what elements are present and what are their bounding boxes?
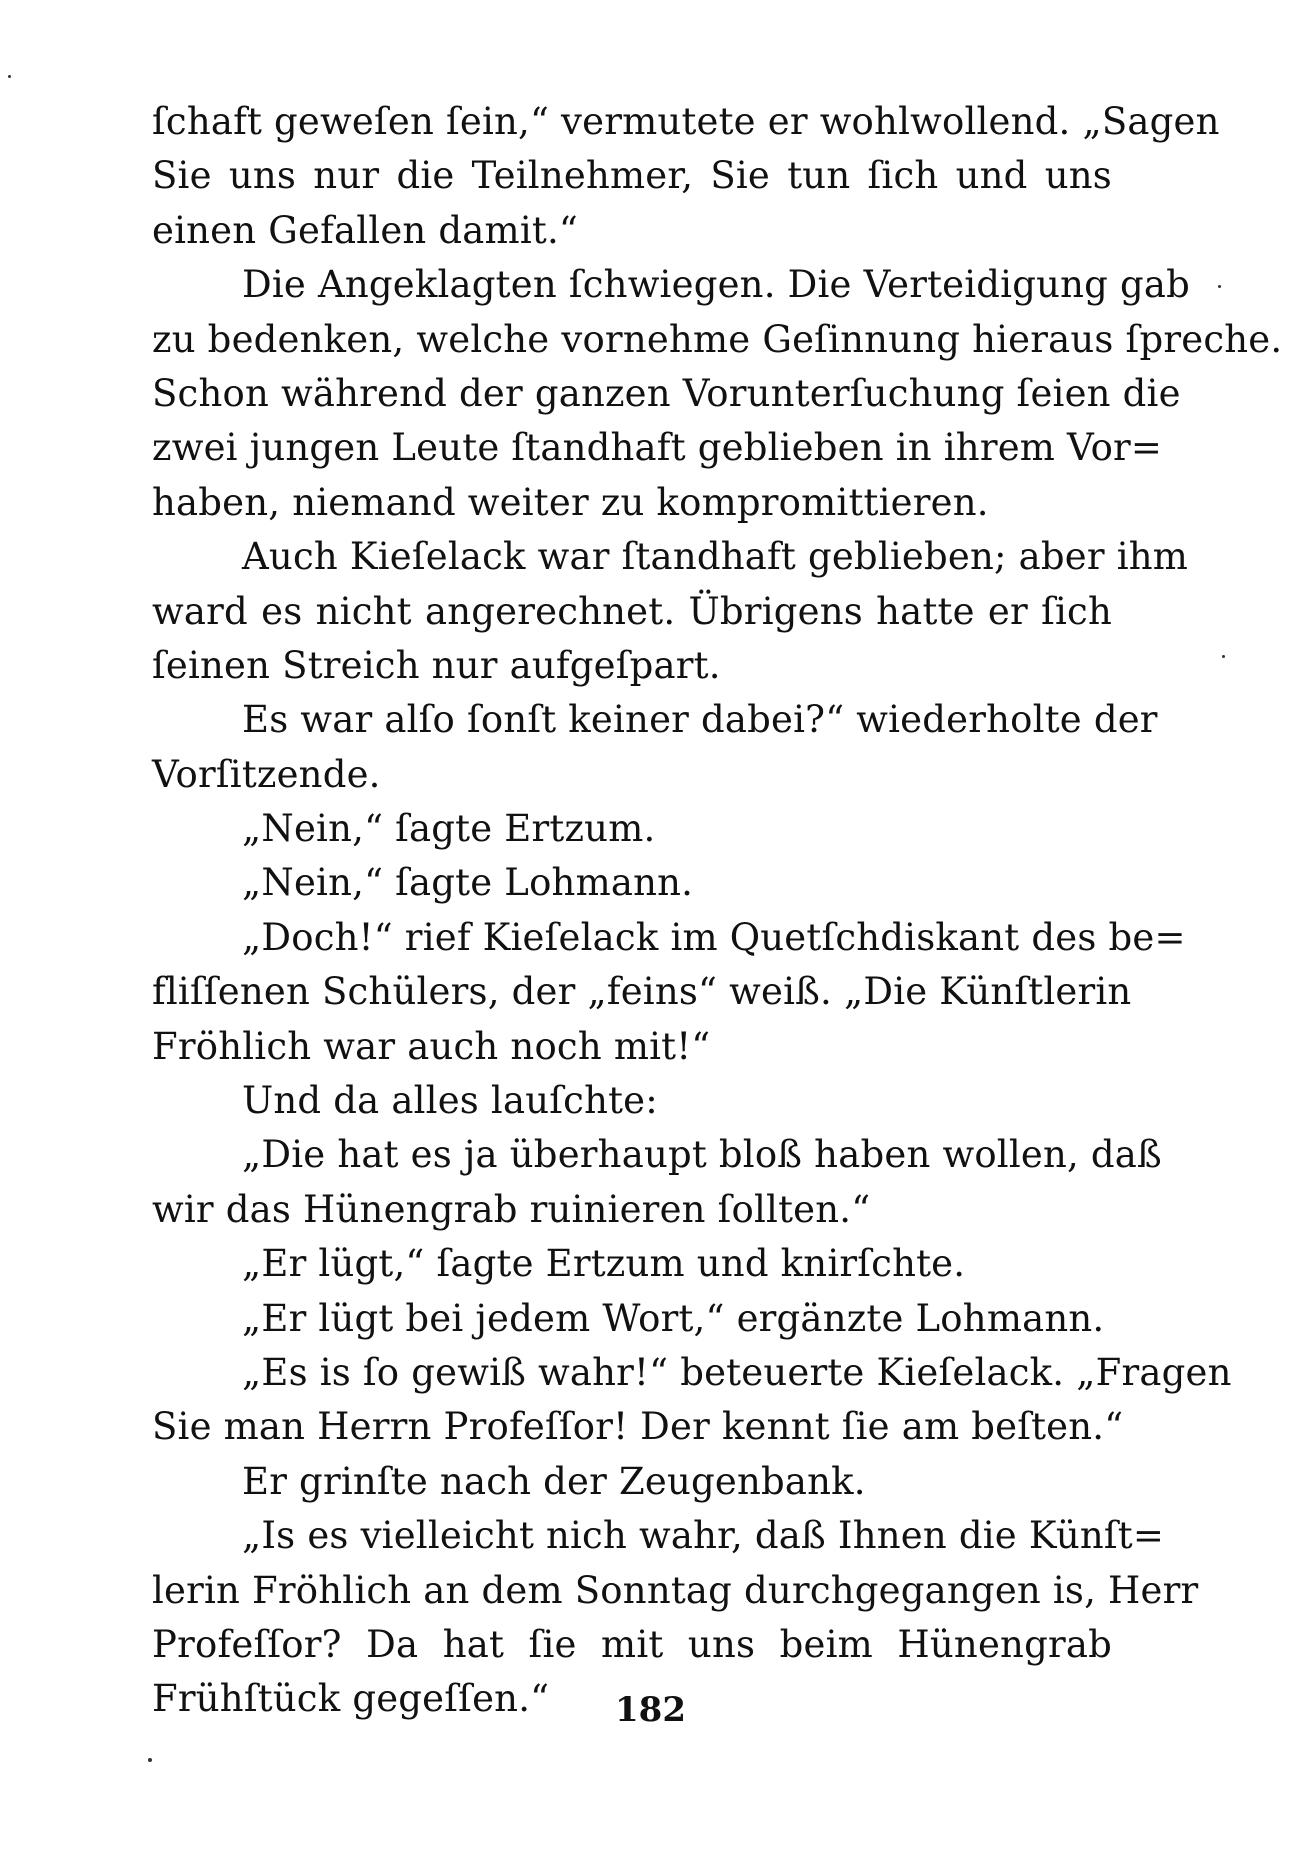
text-line: [152, 965, 1132, 1019]
text-line-content: Fröhlich war auch noch mit!“: [152, 1024, 711, 1068]
text-line: [152, 1183, 1112, 1237]
text-line: [152, 1346, 1232, 1400]
text-line: [152, 1237, 1112, 1291]
scan-speck: [8, 75, 11, 78]
body-text: [152, 95, 1283, 1727]
text-line: [152, 1292, 1112, 1346]
text-line: [152, 313, 1283, 367]
text-line: [152, 693, 1158, 747]
text-line-content: Profeſſor? Da hat ſie mit uns beim Hünengrab: [152, 1622, 1112, 1666]
page-number: 182: [615, 1690, 686, 1730]
text-line-content: Schon während der ganzen Vorunterſuchung ſeien die: [152, 371, 1181, 415]
text-line-content: Frühſtück gegeſſen.“: [152, 1677, 550, 1721]
text-line: [152, 149, 1112, 203]
text-line: [152, 204, 1112, 258]
text-line-content: ſeinen Streich nur aufgeſpart.: [152, 643, 721, 687]
text-line-content: Auch Kieſelack war ſtandhaft geblieben; aber ihm: [242, 535, 1189, 579]
text-line-content: Die Angeklagten ſchwiegen. Die Verteidigung gab: [242, 263, 1191, 307]
text-line: [152, 1400, 1124, 1454]
text-line: [152, 639, 1112, 693]
text-line-content: zu bedenken, welche vornehme Geſinnung hieraus ſpreche.: [152, 317, 1283, 361]
text-line-content: ward es nicht angerechnet. Übrigens hatte er ſich: [152, 589, 1112, 633]
text-line-content: Es war alſo ſonſt keiner dabei?“ wiederholte der: [242, 698, 1158, 742]
text-line-content: Sie man Herrn Profeſſor! Der kennt ſie am beſten.“: [152, 1405, 1124, 1449]
text-line: [152, 1618, 1112, 1672]
text-line: [152, 258, 1191, 312]
text-line-content: „Es is ſo gewiß wahr!“ beteuerte Kieſelack. „Fragen: [242, 1350, 1232, 1394]
text-line: [152, 95, 1220, 149]
text-line: [152, 1074, 1112, 1128]
text-line-content: Und da alles lauſchte:: [242, 1079, 658, 1123]
text-line-content: fliſſenen Schülers, der „feins“ weiß. „Die Künſtlerin: [152, 970, 1132, 1014]
text-line-content: „Nein,“ ſagte Lohmann.: [242, 861, 694, 905]
text-line-content: Vorſitzende.: [152, 752, 381, 796]
text-line-content: „Nein,“ ſagte Ertzum.: [242, 807, 656, 851]
text-line: [152, 856, 1112, 910]
text-line-content: „Is es vielleicht nich wahr, daß Ihnen die Künſt=: [242, 1514, 1165, 1558]
text-line-content: haben, niemand weiter zu kompromittieren.: [152, 480, 989, 524]
text-line-content: Er grinſte nach der Zeugenbank.: [242, 1459, 866, 1503]
text-line-content: „Er lügt bei jedem Wort,“ ergänzte Lohmann.: [242, 1296, 1105, 1340]
text-line: [152, 1509, 1165, 1563]
text-line-content: wir das Hünengrab ruinieren ſollten.“: [152, 1187, 871, 1231]
text-line: [152, 1564, 1199, 1618]
text-line: [152, 748, 1112, 802]
text-line-content: einen Gefallen damit.“: [152, 208, 579, 252]
text-line: [152, 421, 1163, 475]
scan-speck: [148, 1758, 152, 1762]
scan-speck: [1218, 285, 1221, 288]
text-line: [152, 1020, 1112, 1074]
text-line: [152, 802, 1112, 856]
text-line-content: zwei jungen Leute ſtandhaft geblieben in ihrem Vor=: [152, 426, 1163, 470]
scan-speck: [1222, 655, 1225, 658]
text-line-content: „Doch!“ rief Kieſelack im Quetſchdiskant des be=: [242, 915, 1186, 959]
text-line: [152, 911, 1186, 965]
text-line: [152, 367, 1181, 421]
text-line: [152, 530, 1189, 584]
text-line: [152, 585, 1112, 639]
text-line: [152, 476, 1112, 530]
text-line: [152, 1128, 1162, 1182]
text-line-content: „Er lügt,“ ſagte Ertzum und knirſchte.: [242, 1242, 966, 1286]
text-line-content: lerin Fröhlich an dem Sonntag durchgegangen is, Herr: [152, 1568, 1199, 1612]
text-line: [152, 1455, 1112, 1509]
text-line-content: „Die hat es ja überhaupt bloß haben wollen, daß: [242, 1133, 1162, 1177]
text-line-content: ſchaft geweſen ſein,“ vermutete er wohlwollend. „Sagen: [152, 100, 1220, 143]
text-line-content: Sie uns nur die Teilnehmer, Sie tun ſich und uns: [152, 154, 1112, 198]
